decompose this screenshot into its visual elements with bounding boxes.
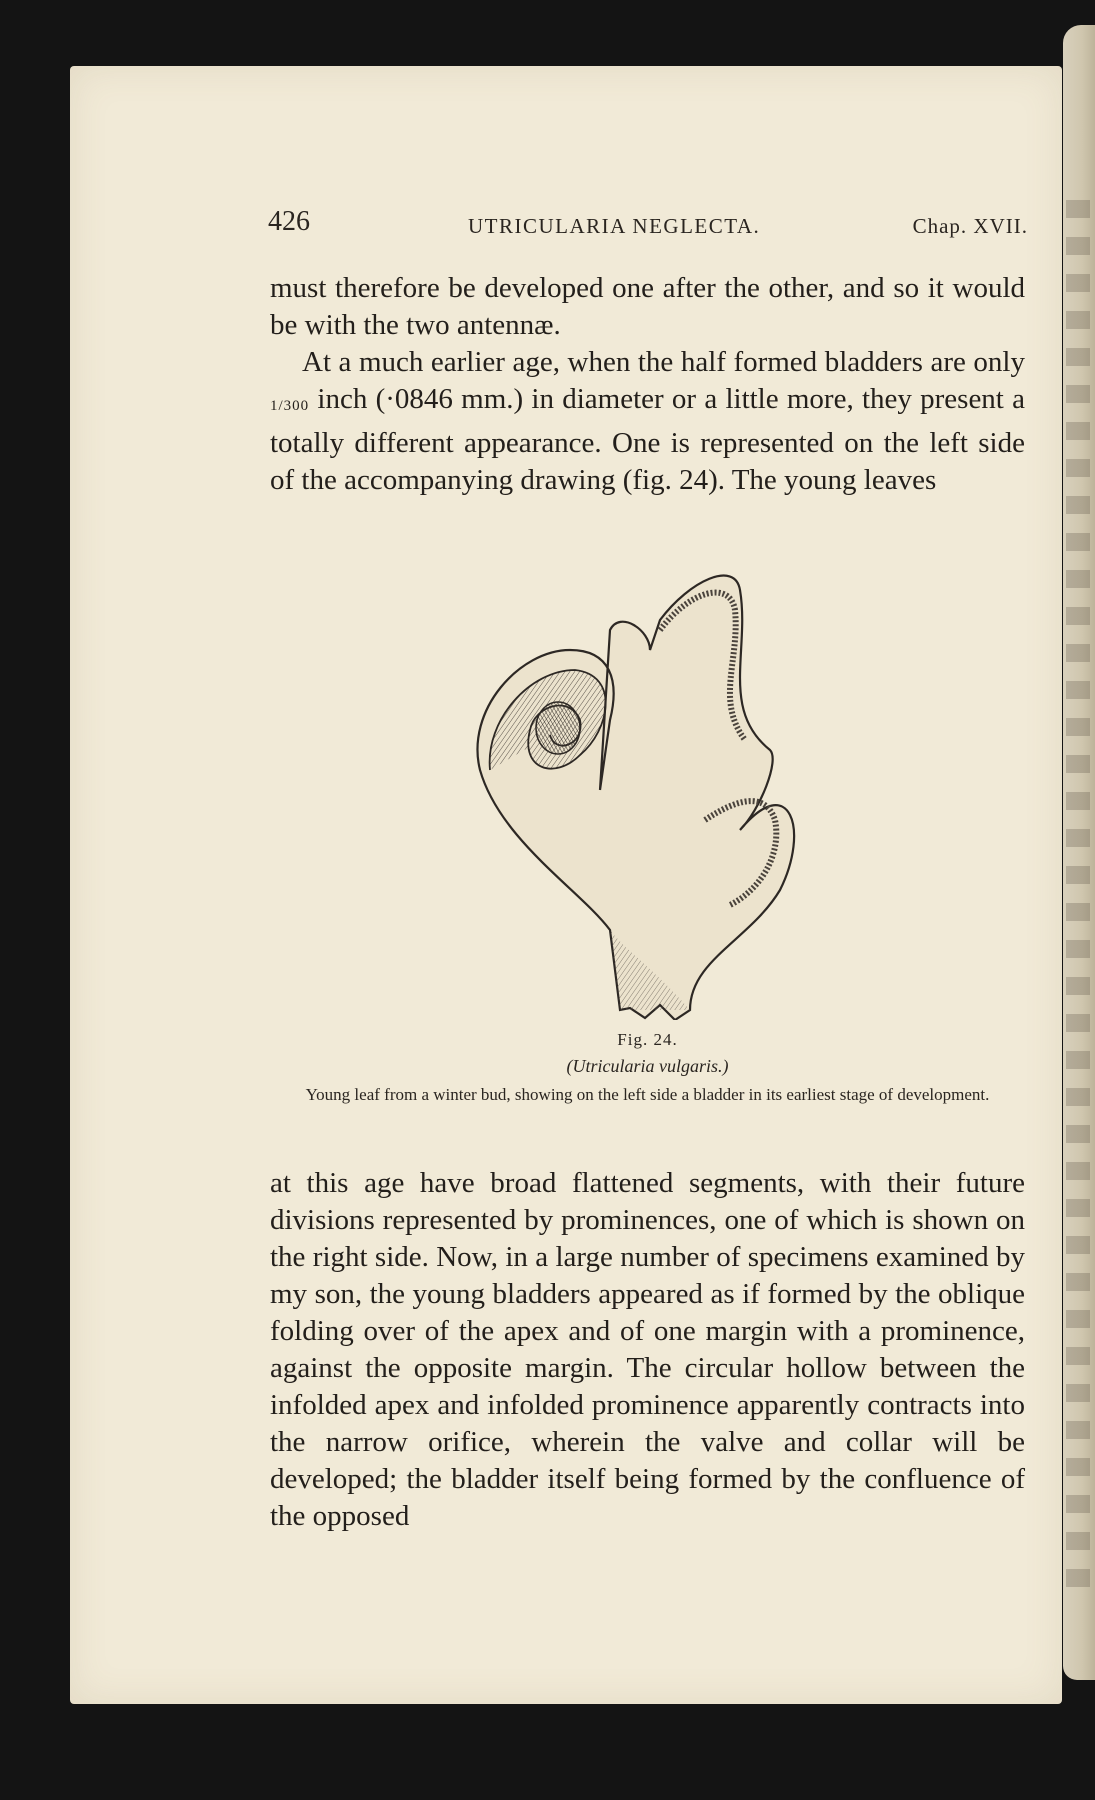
figure-label: Fig. 24. (617, 1030, 678, 1049)
paragraph-bladders-start: At a much earlier age, when the half formed bladders are only (302, 346, 1025, 378)
page-header (268, 206, 1028, 246)
running-title: UTRICULARIA NEGLECTA. (468, 214, 761, 238)
paragraph-continuation: must therefore be developed one after the other, and so it would be with the two antennæ. (270, 272, 1025, 341)
chapter-mark: Chap. XVII. (912, 214, 1028, 238)
paragraph-bladders (270, 344, 1025, 499)
page-number: 426 (268, 206, 310, 237)
bottom-text-block (270, 1165, 1025, 1535)
paragraph-bladders-end: inch (·0846 mm.) in diameter or a little more, they present a totally different appearance. One is represented on the left side of the accompanying drawing (fig. 24). The young leaves (270, 383, 1025, 496)
facing-page-bleed-text (1066, 200, 1090, 1600)
bladder-hollow (536, 702, 580, 754)
paragraph-young-leaves: at this age have broad flattened segments, with their future divisions represented by prominences, one of which is shown on the right side. Now, in a large number of specimens examined by my son, the young bladders appeared as if formed by the oblique folding over of the apex and of one margin with a prominence, against the opposite margin. The circular hollow between the infolded apex and infolded prominence apparently contracts into the narrow orifice, wherein the valve and collar will be developed; the bladder itself being formed by the confluence of the opposed (270, 1167, 1025, 1532)
fraction-one-three-hundredth: 1/300 (270, 398, 310, 414)
figure-24-leaf-illustration (460, 570, 840, 1020)
figure-caption (270, 1030, 1025, 1106)
top-text-block (270, 270, 1025, 499)
figure-description: Young leaf from a winter bud, showing on the left side a bladder in its earliest stage of development. (305, 1085, 990, 1104)
leaf-outline (477, 576, 794, 1020)
figure-species: (Utricularia vulgaris.) (566, 1056, 729, 1076)
